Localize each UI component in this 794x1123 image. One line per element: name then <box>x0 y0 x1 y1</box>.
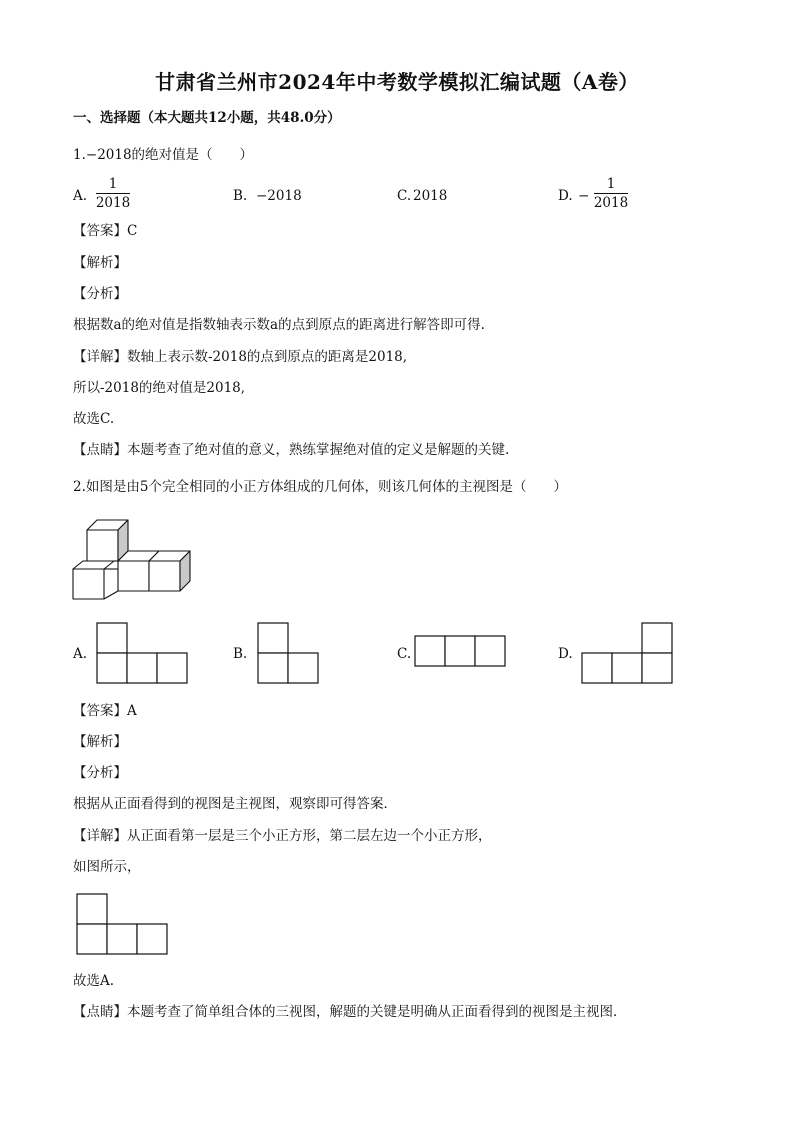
answer-tag: 【答案】 <box>73 703 127 719</box>
middle-cube-front <box>118 561 149 591</box>
q1-fenxi-tag: 【分析】 <box>73 286 127 302</box>
q2-answer-figure <box>76 893 171 956</box>
bottom-left-cube-front <box>73 569 104 599</box>
answer-tag: 【答案】 <box>73 223 127 239</box>
q2-choose: 故选A. <box>73 973 115 989</box>
section-heading: 一、选择题（本大题共12小题，共48.0分） <box>73 110 341 126</box>
q1-fenxi-text: 根据数a的绝对值是指数轴表示数a的点到原点的距离进行解答即可得. <box>73 317 485 333</box>
square <box>258 653 288 683</box>
q1-option-a-label: A. <box>73 188 88 204</box>
comment-text: 本题考查了简单组合体的三视图，解题的关键是明确从正面看得到的视图是主视图． <box>127 1004 627 1020</box>
q1-option-d-denominator: 2018 <box>593 195 629 211</box>
q1-answer <box>73 222 137 240</box>
q2-detail-line2: 如图所示， <box>73 859 141 875</box>
detail-tag: 【详解】 <box>73 828 127 844</box>
q2-option-c-label: C. <box>397 646 412 662</box>
square <box>127 653 157 683</box>
answer-value: A <box>127 703 137 719</box>
page-title: 甘肃省兰州市2024年中考数学模拟汇编试题（A卷） <box>155 70 639 94</box>
square <box>77 894 107 924</box>
top-cube-front <box>87 530 118 561</box>
square <box>107 924 137 954</box>
right-cube-front <box>149 561 180 591</box>
q1-option-b-text: −2018 <box>256 188 302 204</box>
q2-fenxi-tag: 【分析】 <box>73 765 127 781</box>
answer-value: C <box>127 223 138 239</box>
detail-text: 从正面看第一层是三个小正方形，第二层左边一个小正方形， <box>127 828 492 844</box>
detail-tag: 【详解】 <box>73 349 127 365</box>
square <box>157 653 187 683</box>
square <box>77 924 107 954</box>
square <box>258 623 288 653</box>
edge <box>104 591 118 599</box>
q2-fenxi-text: 根据从正面看得到的视图是主视图，观察即可得答案． <box>73 796 397 812</box>
square <box>642 653 672 683</box>
q1-jiexi-tag: 【解析】 <box>73 255 127 271</box>
q2-detail <box>73 827 492 845</box>
q1-choose: 故选C. <box>73 411 115 427</box>
q1-comment <box>73 441 509 459</box>
q1-option-c-text: 2018 <box>413 188 448 204</box>
q2-stem: 2.如图是由5个完全相同的小正方体组成的几何体，则该几何体的主视图是（ ） <box>73 479 567 495</box>
q2-option-b-figure <box>257 622 321 685</box>
q1-option-d-label: D. <box>558 188 573 204</box>
square <box>97 653 127 683</box>
q1-option-a-denominator: 2018 <box>95 195 131 211</box>
q1-option-c-label: C. <box>397 188 412 204</box>
q1-option-d-sign: − <box>578 188 590 204</box>
square <box>137 924 167 954</box>
square <box>97 623 127 653</box>
cube-solid-figure <box>70 516 196 604</box>
square <box>582 653 612 683</box>
q2-option-a-figure <box>96 622 190 685</box>
fraction-bar <box>96 193 130 194</box>
q1-detail <box>73 348 407 366</box>
q2-comment <box>73 1003 627 1021</box>
q1-option-d-fraction <box>594 176 628 211</box>
comment-text: 本题考查了绝对值的意义，熟练掌握绝对值的定义是解题的关键. <box>127 442 510 458</box>
comment-tag: 【点睛】 <box>73 442 127 458</box>
square <box>445 636 475 666</box>
square <box>288 653 318 683</box>
q1-option-a-numerator: 1 <box>108 176 118 192</box>
q1-detail-line2: 所以-2018的绝对值是2018, <box>73 380 246 396</box>
fraction-bar <box>594 193 628 194</box>
square <box>415 636 445 666</box>
bottom-left-cube-top <box>73 561 114 569</box>
q2-option-a-label: A. <box>73 646 88 662</box>
q2-option-d-figure <box>581 622 675 685</box>
q2-option-b-label: B. <box>233 646 248 662</box>
q1-option-a-fraction <box>96 176 130 211</box>
q1-option-b-label: B. <box>233 188 248 204</box>
comment-tag: 【点睛】 <box>73 1004 127 1020</box>
square <box>642 623 672 653</box>
q2-jiexi-tag: 【解析】 <box>73 734 127 750</box>
q2-answer <box>73 702 137 720</box>
detail-text: 数轴上表示数-2018的点到原点的距离是2018, <box>127 349 408 365</box>
q2-option-c-figure <box>414 635 509 668</box>
square <box>475 636 505 666</box>
q1-option-d-numerator: 1 <box>606 176 616 192</box>
q2-option-d-label: D. <box>558 646 573 662</box>
square <box>612 653 642 683</box>
q1-stem: 1.−2018的绝对值是（ ） <box>73 147 254 163</box>
